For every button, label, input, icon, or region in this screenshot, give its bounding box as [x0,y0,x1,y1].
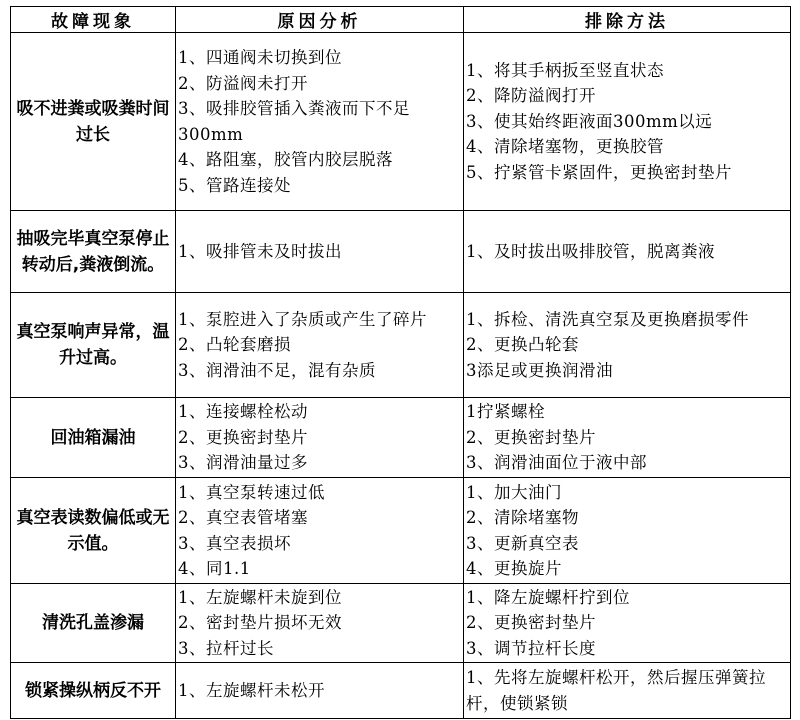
cause-cell [176,211,464,293]
remedy-item: 1、拆检、清洗真空泵及更换磨损零件 [466,309,749,329]
remedy-cell [464,293,791,398]
remedy-cell [464,211,791,293]
cause-item: 2、密封垫片损坏无效 [178,613,342,633]
table-row [11,211,791,293]
table-row [11,293,791,398]
remedy-item: 1、降左旋螺杆拧到位 [466,587,630,607]
cause-cell [176,33,464,211]
remedy-cell [464,398,791,478]
cause-item: 2、真空表管堵塞 [178,508,308,527]
cause-item: 1、四通阀未切换到位 [178,48,342,67]
table-row [11,584,791,663]
header-phenomenon: 故障现象 [11,7,176,33]
cause-item: 1、左旋螺杆未旋到位 [178,587,342,607]
remedy-item: 4、清除堵塞物，更换胶管 [466,137,664,157]
cause-item: 5、管路连接处 [178,175,291,195]
remedy-cell [464,33,791,211]
remedy-item: 3、使其始终距液面300mm以远 [466,111,713,131]
cause-item: 1、真空泵转速过低 [178,482,325,502]
table-row [11,663,791,719]
cause-item: 3、拉杆过长 [178,638,274,658]
cause-cell [176,293,464,398]
phenomenon-cell: 锁紧操纵柄反不开 [11,663,176,719]
remedy-item: 1、先将左旋螺杆松开，然后握压弹簧拉杆，使锁紧锁 [466,668,766,713]
remedy-item: 3、调节拉杆长度 [466,638,596,658]
remedy-item: 2、降防溢阀打开 [466,86,596,106]
cause-item: 1、吸排管未及时拔出 [178,241,342,261]
cause-item: 2、防溢阀未打开 [178,73,308,93]
remedy-item: 2、清除堵塞物 [466,508,579,527]
cause-item: 1、泵腔进入了杂质或产生了碎片 [178,309,427,329]
remedy-item: 1、将其手柄扳至竖直状态 [466,60,664,80]
fault-table-container [10,6,790,719]
remedy-item: 4、更换旋片 [466,559,562,578]
cause-item: 3、吸排胶管插入粪液而下不足300mm [178,99,410,144]
remedy-cell [464,478,791,584]
phenomenon-cell: 清洗孔盖渗漏 [11,584,176,663]
remedy-item: 3、润滑油面位于液中部 [466,453,647,473]
cause-cell [176,663,464,719]
cause-item: 3、真空表损坏 [178,533,291,553]
cause-cell [176,398,464,478]
cause-cell [176,478,464,584]
cause-item: 1、左旋螺杆未松开 [178,680,325,700]
table-row [11,33,791,211]
cause-cell [176,584,464,663]
remedy-item: 1、加大油门 [466,482,562,502]
fault-troubleshooting-table [10,6,791,719]
remedy-item: 3添足或更换润滑油 [466,360,613,380]
cause-item: 3、润滑油量过多 [178,453,308,473]
remedy-item: 1拧紧螺栓 [466,402,545,422]
remedy-cell [464,663,791,719]
cause-item: 4、同1.1 [178,559,251,578]
table-row [11,398,791,478]
header-remedy: 排除方法 [464,7,791,33]
header-row [11,7,791,33]
phenomenon-cell: 真空表读数偏低或无示值。 [11,478,176,584]
remedy-item: 2、更换密封垫片 [466,613,596,633]
header-cause: 原因分析 [176,7,464,33]
remedy-item: 5、拧紧管卡紧固件，更换密封垫片 [466,162,732,182]
cause-item: 1、连接螺栓松动 [178,402,308,422]
cause-item: 2、凸轮套磨损 [178,335,291,355]
remedy-item: 2、更换凸轮套 [466,335,579,355]
remedy-item: 2、更换密封垫片 [466,427,596,447]
cause-item: 4、路阻塞，胶管内胶层脱落 [178,150,393,169]
table-row [11,478,791,584]
phenomenon-cell: 真空泵响声异常，温升过高。 [11,293,176,398]
cause-item: 3、润滑油不足，混有杂质 [178,360,376,380]
phenomenon-cell: 吸不进粪或吸粪时间过长 [11,33,176,211]
phenomenon-cell: 抽吸完毕真空泵停止转动后,粪液倒流。 [11,211,176,293]
remedy-item: 1、及时拔出吸排胶管，脱离粪液 [466,241,715,261]
phenomenon-cell: 回油箱漏油 [11,398,176,478]
remedy-cell [464,584,791,663]
cause-item: 2、更换密封垫片 [178,427,308,447]
remedy-item: 3、更新真空表 [466,533,579,553]
